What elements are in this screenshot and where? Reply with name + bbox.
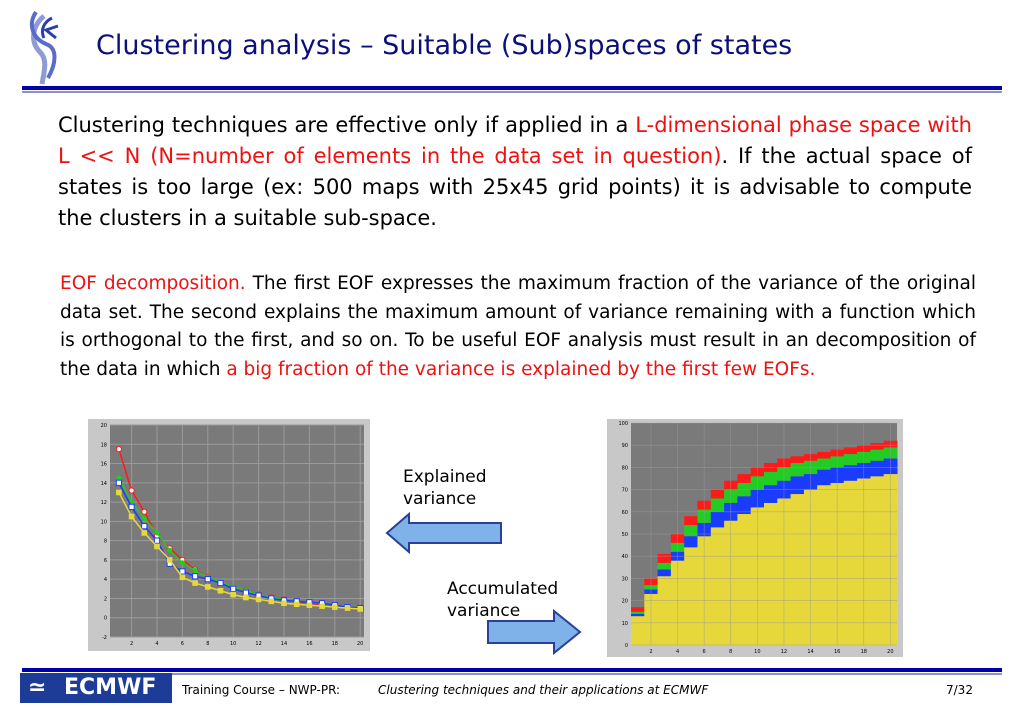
header-rule-secondary xyxy=(22,91,1002,93)
y-tick-label: 0 xyxy=(103,615,107,622)
data-point xyxy=(243,590,248,595)
x-tick-label: 12 xyxy=(255,641,262,647)
data-point xyxy=(167,548,172,553)
y-tick-label: 10 xyxy=(621,620,628,627)
paragraph-subspace xyxy=(58,110,972,234)
y-tick-label: 40 xyxy=(621,554,628,561)
data-point xyxy=(319,603,325,609)
area-segment-yellow xyxy=(817,485,831,645)
paragraph-subspace-lead: Clustering techniques are effective only if applied in a xyxy=(58,113,636,137)
data-point xyxy=(180,574,186,580)
area-segment-yellow xyxy=(870,476,884,645)
area-segment-yellow xyxy=(711,527,725,645)
data-point xyxy=(345,605,351,611)
accumulated-variance-label: Accumulated variance xyxy=(447,579,559,621)
data-point xyxy=(116,490,122,496)
area-segment-yellow xyxy=(844,481,858,645)
accumulated-variance-chart-svg xyxy=(607,419,903,657)
data-point xyxy=(192,568,197,573)
footer-rule xyxy=(22,668,1002,672)
area-segment-green xyxy=(658,563,672,570)
y-tick-label: 6 xyxy=(103,557,107,564)
data-point xyxy=(243,595,249,601)
area-segment-blue xyxy=(658,570,672,577)
header-rule xyxy=(22,86,1002,90)
x-tick-label: 2 xyxy=(649,649,653,655)
data-point xyxy=(218,580,223,585)
y-tick-label: 20 xyxy=(621,598,628,605)
y-tick-label: 4 xyxy=(103,577,107,584)
x-tick-label: 14 xyxy=(807,649,814,655)
area-segment-blue xyxy=(791,476,805,494)
ecmwf-swirl-logo-icon xyxy=(22,8,72,86)
x-tick-label: 14 xyxy=(280,641,288,647)
area-segment-red xyxy=(711,490,725,499)
area-segment-green xyxy=(764,472,778,485)
area-segment-green xyxy=(711,498,725,511)
data-point xyxy=(142,516,147,521)
area-segment-red xyxy=(737,474,751,483)
paragraph-subspace-rest: . If the actual space of states is too large (ex: 500 maps with 25x45 grid points) it is advisable to compute the clusters in a suitable sub-space. xyxy=(58,144,972,230)
area-segment-green xyxy=(684,525,698,536)
x-tick-label: 4 xyxy=(155,641,159,647)
y-tick-label: 30 xyxy=(621,576,628,583)
explained-variance-label: Explained variance xyxy=(403,467,487,509)
ecmwf-logo xyxy=(20,673,172,703)
area-segment-blue xyxy=(631,614,645,616)
area-segment-blue xyxy=(684,536,698,547)
data-point xyxy=(230,592,236,598)
x-tick-label: 20 xyxy=(357,641,364,647)
area-segment-blue xyxy=(711,512,725,528)
x-tick-label: 2 xyxy=(129,641,134,647)
x-tick-label: 16 xyxy=(833,649,841,655)
y-tick-label: 10 xyxy=(100,519,107,526)
x-tick-label: 12 xyxy=(780,649,788,655)
area-segment-red xyxy=(791,456,805,463)
area-segment-red xyxy=(684,516,698,525)
x-tick-label: 18 xyxy=(860,649,867,655)
data-point xyxy=(180,569,185,574)
area-segment-yellow xyxy=(737,514,751,645)
data-point xyxy=(129,504,134,509)
data-point xyxy=(192,580,198,586)
data-point xyxy=(180,560,185,565)
data-point xyxy=(154,544,160,550)
data-point xyxy=(268,599,274,605)
area-segment-yellow xyxy=(684,547,698,645)
y-tick-label: 100 xyxy=(618,421,628,427)
paragraph-eof-body: The first EOF expresses the maximum fraction of the variance of the original data set. The second explains the maximum amount of variance remaining with a function which is orthogonal to the first, and so on. To be useful EOF analysis must result in an decomposition of the data in which xyxy=(60,273,976,380)
data-point xyxy=(142,524,147,529)
data-point xyxy=(129,488,134,493)
data-point xyxy=(142,509,147,514)
area-segment-blue xyxy=(817,470,831,486)
area-segment-blue xyxy=(737,496,751,514)
slide-title: Clustering analysis – Suitable (Sub)spaces of states xyxy=(96,30,793,61)
x-tick-label: 6 xyxy=(702,649,706,655)
y-tick-label: 50 xyxy=(621,532,628,538)
paragraph-subspace-highlight: L-dimensional phase space with L << N (N=number of elements in the data set in question) xyxy=(58,113,972,168)
data-point xyxy=(332,604,338,610)
x-tick-label: 4 xyxy=(675,649,680,655)
data-point xyxy=(192,574,197,579)
data-point xyxy=(154,538,159,543)
data-point xyxy=(281,600,287,606)
footer-subject: Clustering techniques and their applications at ECMWF xyxy=(378,683,709,697)
y-tick-label: 14 xyxy=(100,480,107,487)
area-segment-yellow xyxy=(658,576,672,645)
data-point xyxy=(231,586,236,591)
explained-variance-chart-svg xyxy=(88,419,370,651)
data-point xyxy=(116,480,121,485)
area-segment-blue xyxy=(764,485,778,503)
area-segment-blue xyxy=(870,461,884,477)
x-tick-label: 18 xyxy=(331,641,338,647)
area-segment-yellow xyxy=(791,494,805,645)
y-tick-label: 60 xyxy=(621,509,628,516)
footer-course: Training Course – NWP-PR: xyxy=(182,683,341,697)
data-point xyxy=(256,597,262,603)
y-tick-label: 12 xyxy=(100,500,107,507)
paragraph-eof xyxy=(60,270,976,384)
x-tick-label: 6 xyxy=(180,641,184,647)
ecmwf-logo-icon: ≃ xyxy=(28,675,47,700)
y-tick-label: 8 xyxy=(103,538,107,545)
data-point xyxy=(154,530,159,535)
paragraph-eof-highlight-title: EOF decomposition. xyxy=(60,273,246,294)
area-segment-red xyxy=(658,554,672,563)
ecmwf-logo-text: ECMWF xyxy=(64,675,157,700)
area-segment-green xyxy=(791,463,805,476)
area-segment-yellow xyxy=(764,503,778,645)
x-tick-label: 10 xyxy=(230,641,237,647)
data-point xyxy=(129,514,135,520)
data-point xyxy=(294,601,300,607)
data-point xyxy=(141,530,147,536)
data-point xyxy=(116,446,121,451)
explained-variance-chart xyxy=(88,419,370,651)
y-tick-label: 18 xyxy=(100,442,107,449)
area-segment-red xyxy=(870,443,884,450)
data-point xyxy=(218,588,224,594)
paragraph-eof-highlight-conclusion: a big fraction of the variance is explained by the first few EOFs. xyxy=(226,358,816,380)
x-tick-label: 8 xyxy=(729,649,733,655)
area-segment-red xyxy=(844,447,858,454)
area-segment-red xyxy=(631,607,645,611)
area-segment-green xyxy=(631,612,645,614)
x-tick-label: 10 xyxy=(754,649,761,655)
accumulated-variance-chart xyxy=(607,419,903,657)
x-tick-label: 8 xyxy=(206,641,210,647)
data-point xyxy=(167,557,173,563)
area-segment-yellow xyxy=(631,616,645,645)
y-tick-label: 80 xyxy=(621,465,628,472)
footer-page-number: 7/32 xyxy=(946,683,973,697)
x-tick-label: 20 xyxy=(887,649,894,655)
y-tick-label: 90 xyxy=(621,443,628,450)
y-tick-label: 2 xyxy=(103,596,107,603)
data-point xyxy=(357,606,363,612)
data-point xyxy=(205,577,210,582)
right-arrow-icon xyxy=(486,609,582,655)
data-point xyxy=(205,584,211,590)
x-tick-label: 16 xyxy=(306,641,313,647)
y-tick-label: 20 xyxy=(100,423,107,429)
y-tick-label: 0 xyxy=(624,643,628,649)
area-segment-green xyxy=(870,450,884,461)
area-segment-red xyxy=(817,452,831,459)
y-tick-label: 70 xyxy=(621,487,628,494)
data-point xyxy=(307,602,313,608)
area-segment-green xyxy=(844,454,858,465)
y-tick-label: 16 xyxy=(100,461,107,468)
y-tick-label: -2 xyxy=(102,635,107,641)
left-arrow-icon xyxy=(385,512,505,554)
area-segment-green xyxy=(817,459,831,470)
